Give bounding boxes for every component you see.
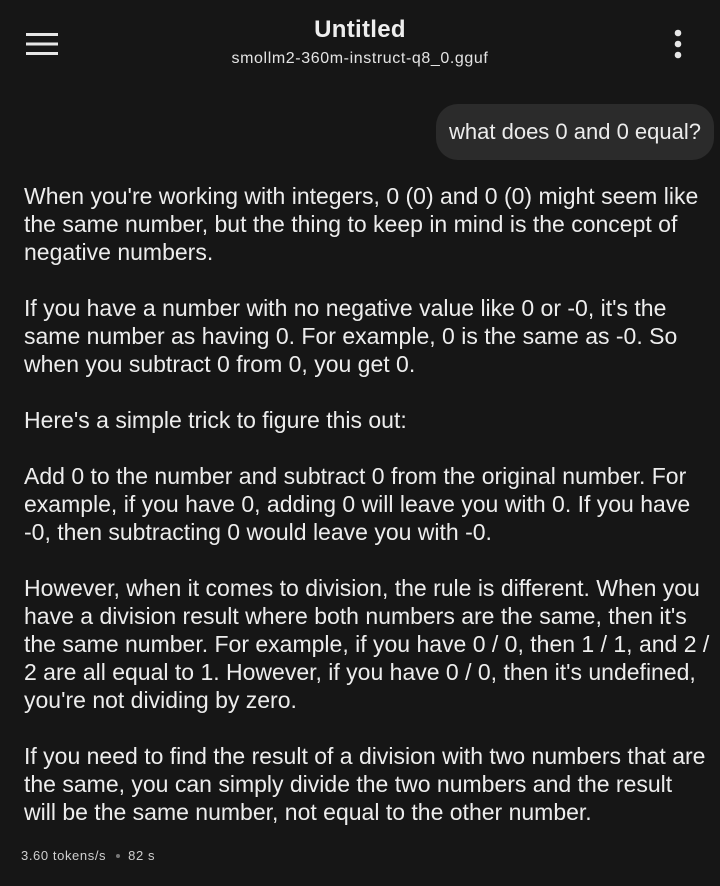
assistant-paragraph: If you have a number with no negative value like 0 or -0, it's the same number as having 0. For example, 0 is the same as -0. So when you subtract 0 from 0, you get 0.	[24, 295, 678, 377]
generation-duration: 82 s	[128, 848, 156, 863]
overflow-menu-button[interactable]	[656, 22, 700, 66]
assistant-paragraph: Here's a simple trick to figure this out:	[24, 407, 407, 433]
model-name: smollm2-360m-instruct-q8_0.gguf	[231, 50, 489, 67]
assistant-paragraph: If you need to find the result of a division with two numbers that are the same, you can simply divide the two numbers and the result will be the same number, not equal to the other number.	[24, 743, 706, 825]
assistant-paragraph: However, when it comes to division, the rule is different. When you have a division result where both numbers are the same, then it's the same number. For example, if you have 0 / 0, then 1 / 1, and 2 / 2 are all equal to 1. However, if you have 0 / 0, then it's undefined, you're not dividing by zero.	[24, 575, 710, 713]
chat-title: Untitled	[314, 16, 406, 43]
more-vertical-icon	[674, 29, 682, 59]
assistant-message[interactable]	[24, 182, 710, 854]
title-block[interactable]	[120, 14, 600, 70]
user-message-bubble[interactable]: what does 0 and 0 equal?	[436, 104, 714, 160]
hamburger-menu-icon	[26, 32, 58, 56]
assistant-paragraph: Add 0 to the number and subtract 0 from the original number. For example, if you have 0, adding 0 will leave you with 0. If you have -0, then subtracting 0 would leave you with -0.	[24, 463, 691, 545]
generation-stats	[21, 848, 155, 863]
menu-button[interactable]	[18, 24, 66, 64]
assistant-paragraph: When you're working with integers, 0 (0) and 0 (0) might seem like the same number, but the thing to keep in mind is the concept of negative numbers.	[24, 183, 699, 265]
tokens-per-second: 3.60 tokens/s	[21, 848, 107, 863]
top-app-bar	[0, 0, 720, 88]
separator-dot	[116, 854, 120, 858]
